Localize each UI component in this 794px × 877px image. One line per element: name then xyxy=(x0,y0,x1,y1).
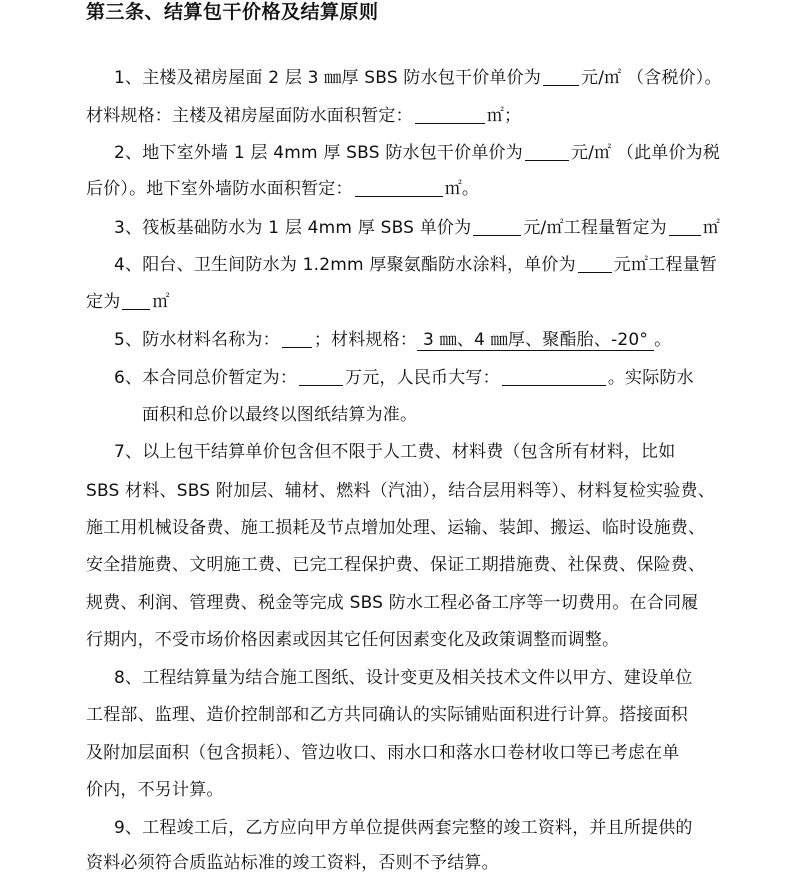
material-spec-value: 3 ㎜、4 ㎜厚、聚酯胎、-20° xyxy=(417,330,654,351)
item-2-text-b: 元/㎡ （此单价为税 xyxy=(570,143,721,163)
item-5-text-a: 5、防水材料名称为： xyxy=(114,330,280,350)
item-8-line-1: 8、工程结算量为结合施工图纸、设计变更及相关技术文件以甲方、建设单位 xyxy=(114,668,693,688)
item-2-line-1 xyxy=(114,139,720,167)
item-2-text-a: 2、地下室外墙 1 层 4mm 厚 SBS 防水包干价单价为 xyxy=(114,143,523,163)
item-1-text-c: 材料规格：主楼及裙房屋面防水面积暂定： xyxy=(86,106,413,126)
item-5-line-1 xyxy=(114,326,671,354)
item-4-text-b: 元㎡工程量暂 xyxy=(613,255,717,275)
unit-price-blank xyxy=(473,217,521,236)
item-2-text-c: 后价）。地下室外墙防水面积暂定： xyxy=(86,179,353,199)
item-7-line-3: 施工用机械设备费、施工损耗及节点增加处理、运输、装卸、搬运、临时设施费、 xyxy=(86,518,706,538)
quantity-blank xyxy=(669,217,701,236)
item-9-line-2: 资料必须符合质监站标准的竣工资料，否则不予结算。 xyxy=(86,853,499,873)
item-1-text-b: 元/㎡ （含税价）。 xyxy=(581,68,722,88)
item-7-line-5: 规费、利润、管理费、税金等完成 SBS 防水工程必备工序等一切费用。在合同履 xyxy=(86,593,699,613)
item-6-text-c: 。实际防水 xyxy=(607,368,694,388)
item-4-text-c: 定为 xyxy=(86,292,121,312)
item-4-line-1 xyxy=(114,251,717,279)
item-8-line-4: 价内，不另计算。 xyxy=(86,780,224,800)
total-amount-blank xyxy=(299,367,343,386)
item-3-text-a: 3、筏板基础防水为 1 层 4mm 厚 SBS 单价为 xyxy=(114,218,472,238)
item-7-line-1: 7、以上包干结算单价包含但不限于人工费、材料费（包含所有材料，比如 xyxy=(114,442,676,462)
unit-price-blank xyxy=(525,142,569,161)
item-5-text-b: ；材料规格： xyxy=(313,330,418,350)
item-3-text-c: ㎡ xyxy=(702,218,721,238)
section-title: 第三条、结算包干价格及结算原则 xyxy=(86,1,379,23)
item-6-line-2: 面积和总价以最终以图纸结算为准。 xyxy=(142,405,418,425)
item-6-text-b: 万元，人民币大写： xyxy=(345,368,500,388)
item-7-line-2: SBS 材料、SBS 附加层、辅材、燃料（汽油），结合层用料等）、材料复检实验费、 xyxy=(86,481,715,501)
item-7-line-6: 行期内，不受市场价格因素或因其它任何因素变化及政策调整而调整。 xyxy=(86,630,620,650)
item-4-text-d: ㎡ xyxy=(152,292,170,312)
item-1-line-1 xyxy=(114,64,722,92)
amount-in-words-blank xyxy=(502,367,606,386)
item-4-text-a: 4、阳台、卫生间防水为 1.2mm 厚聚氨酯防水涂料，单价为 xyxy=(114,255,576,275)
item-6-text-a: 6、本合同总价暂定为： xyxy=(114,368,298,388)
unit-price-blank xyxy=(543,67,579,86)
unit-price-blank xyxy=(578,254,612,273)
area-blank xyxy=(355,178,443,197)
item-9-line-1: 9、工程竣工后，乙方应向甲方单位提供两套完整的竣工资料，并且所提供的 xyxy=(114,818,693,838)
item-3-text-b: 元/㎡工程量暂定为 xyxy=(523,218,667,238)
item-2-line-2 xyxy=(86,175,479,203)
material-name-blank xyxy=(282,329,312,348)
quantity-blank xyxy=(122,291,150,310)
item-1-text-a: 1、主楼及裙房屋面 2 层 3 ㎜厚 SBS 防水包干价单价为 xyxy=(114,68,542,88)
item-8-line-2: 工程部、监理、造价控制部和乙方共同确认的实际铺贴面积进行计算。搭接面积 xyxy=(86,705,688,725)
item-7-line-4: 安全措施费、文明施工费、已完工程保护费、保证工期措施费、社保费、保险费、 xyxy=(86,555,706,575)
item-2-text-d: ㎡。 xyxy=(444,179,480,199)
item-1-text-d: ㎡； xyxy=(486,106,522,126)
item-8-line-3: 及附加层面积（包含损耗）、管边收口、雨水口和落水口卷材收口等已考虑在单 xyxy=(86,743,680,763)
area-blank xyxy=(415,105,485,124)
item-1-line-2 xyxy=(86,102,521,130)
item-3-line-1 xyxy=(114,214,720,242)
item-4-line-2 xyxy=(86,288,170,316)
item-6-line-1 xyxy=(114,364,694,392)
item-5-text-d: 。 xyxy=(654,330,672,350)
